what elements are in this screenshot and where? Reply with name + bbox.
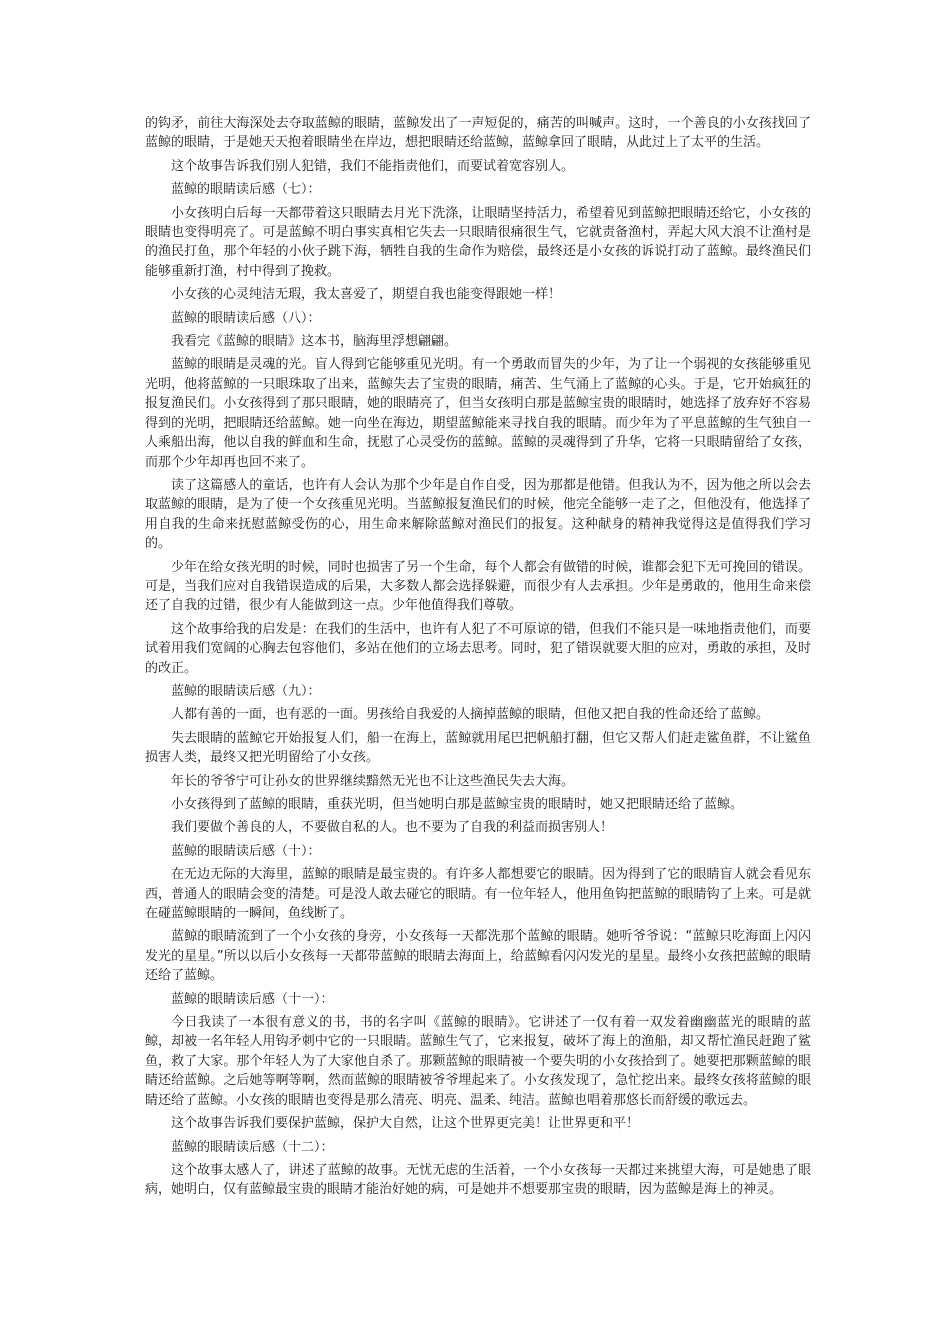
paragraph: 年长的爷爷宁可让孙女的世界继续黯然无光也不让这些渔民失去大海。 [171,773,575,789]
section-heading: 蓝鲸的眼睛读后感（十一）： [171,991,334,1007]
section-heading: 蓝鲸的眼睛读后感（十二）： [171,1139,334,1155]
paragraph: 小女孩的心灵纯洁无瑕，我太喜爱了，期望自我也能变得跟她一样！ [171,287,562,303]
paragraph: 读了这篇感人的童话，也许有人会认为那个少年是自作自受，因为那都是他错。但我认为不，因为他之所以会去取蓝鲸的眼睛，是为了使一个女孩重见光明。当蓝鲸报复渔民们的时候，他完全能够一走了之，但他没有，他选择了用自我的生命来抚慰蓝鲸受伤的心，用生命来解除蓝鲸对渔民们的报复。这种献身的精神我觉得这是值得我们学习的。 [145,477,811,552]
paragraph: 小女孩明白后每一天都带着这只眼睛去月光下洗涤，让眼睛坚持活力，希望着见到蓝鲸把眼睛还给它，小女孩的眼睛也变得明亮了。可是蓝鲸不明白事实真相它失去一只眼睛很痛很生气，它就责备渔村，弄起大风大浪不让渔村是的渔民打鱼，那个年轻的小伙子跳下海，牺牲自我的生命作为赔偿，最终还是小女孩的诉说打动了蓝鲸。最终渔民们能够重新打渔，村中得到了挽救。 [145,205,811,279]
paragraph: 人都有善的一面，也有恶的一面。男孩给自我爱的人摘掉蓝鲸的眼睛，但他又把自我的性命还给了蓝鲸。 [171,707,770,723]
section-heading: 蓝鲸的眼睛读后感（八）： [171,310,321,326]
paragraph: 我看完《蓝鲸的眼睛》这本书，脑海里浮想翩翩。 [171,334,458,350]
document-body [145,114,811,1204]
section-heading: 蓝鲸的眼睛读后感（七）： [171,182,321,198]
paragraph: 失去眼睛的蓝鲸它开始报复人们，船一在海上，蓝鲸就用尾巴把帆船打翻，但它又帮人们赶走鲨鱼群，不让鲨鱼损害人类，最终又把光明留给了小女孩。 [145,730,811,766]
paragraph: 蓝鲸的眼睛流到了一个小女孩的身旁，小女孩每一天都洗那个蓝鲸的眼睛。她听爷爷说：“蓝鲸只吃海面上闪闪发光的星星。”所以以后小女孩每一天都带蓝鲸的眼睛去海面上，给蓝鲸看闪闪发光的星星。最终小女孩把蓝鲸的眼睛还给了蓝鲸。 [145,929,811,984]
paragraph: 小女孩得到了蓝鲸的眼睛，重获光明，但当她明白那是蓝鲸宝贵的眼睛时，她又把眼睛还给了蓝鲸。 [171,797,744,812]
paragraph: 这个故事给我的启发是：在我们的生活中，也许有人犯了不可原谅的错，但我们不能只是一味地指责他们，而要试着用我们宽阔的心胸去包容他们，多站在他们的立场去思考。同时，犯了错误就要大胆的应对，勇敢的承担，及时的改正。 [145,621,811,676]
paragraph: 蓝鲸的眼睛是灵魂的光。盲人得到它能够重见光明。有一个勇敢而冒失的少年，为了让一个弱视的女孩能够重见光明，他将蓝鲸的一只眼珠取了出来，蓝鲸失去了宝贵的眼睛，痛苦、生气涌上了蓝鲸的心头。于是，它开始疯狂的报复渔民们。小女孩得到了那只眼睛，她的眼睛亮了，但当女孩明白那是蓝鲸宝贵的眼睛时，她选择了放弃好不容易得到的光明，把眼睛还给蓝鲸。她一向坐在海边，期望蓝鲸能来寻找自我的眼睛。而少年为了平息蓝鲸的生气独自一人乘船出海，他以自我的鲜血和生命，抚慰了心灵受伤的蓝鲸。蓝鲸的灵魂得到了升华，它将一只眼睛留给了女孩，而那个少年却再也回不来了。 [145,357,811,470]
paragraph: 的钩矛，前往大海深处去夺取蓝鲸的眼睛，蓝鲸发出了一声短促的，痛苦的叫喊声。这时，一个善良的小女孩找回了蓝鲸的眼睛，于是她天天抱着眼睛坐在岸边，想把眼睛还给蓝鲸，蓝鲸拿回了眼睛，从此过上了太平的生活。 [145,116,811,151]
paragraph: 这个故事告诉我们要保护蓝鲸，保护大自然，让这个世界更完美！让世界更和平！ [171,1116,640,1132]
paragraph: 这个故事告诉我们别人犯错，我们不能指责他们，而要试着宽容别人。 [171,158,575,174]
paragraph: 少年在给女孩光明的时候，同时也损害了另一个生命，每个人都会有做错的时候，谁都会犯下无可挽回的错误。可是，当我们应对自我错误造成的后果，大多数人都会选择躲避，而很少有人去承担。少年是勇敢的，他用生命来偿还了自我的过错，很少有人能做到这一点。少年他值得我们尊敬。 [145,559,811,614]
paragraph: 我们要做个善良的人，不要做自私的人。也不要为了自我的利益而损害别人！ [171,820,614,836]
paragraph: 这个故事太感人了，讲述了蓝鲸的故事。无忧无虑的生活着，一个小女孩每一天都过来挑望大海，可是她患了眼病，她明白，仅有蓝鲸最宝贵的眼睛才能治好她的病，可是她并不想要那宝贵的眼睛，因为蓝鲸是海上的神灵。 [145,1162,811,1198]
section-heading: 蓝鲸的眼睛读后感（九）： [171,683,321,699]
paragraph: 今日我读了一本很有意义的书，书的名字叫《蓝鲸的眼睛》。它讲述了一仅有着一双发着幽幽蓝光的眼睛的蓝鲸，却被一名年轻人用钩矛刺中它的一只眼睛。蓝鲸生气了，它来报复，破坏了海上的渔船，却又帮忙渔民赶跑了鲨鱼，救了大家。那个年轻人为了大家他自杀了。那颗蓝鲸的眼睛被一个要失明的小女孩拾到了。她要把那颗蓝鲸的眼睛还给蓝鲸。之后她等啊等啊，然而蓝鲸的眼睛被爷爷埋起来了。小女孩发现了，急忙挖出来。最终女孩将蓝鲸的眼睛还给了蓝鲸。小女孩的眼睛也变得是那么清亮、明亮、温柔、纯洁。蓝鲸也唱着那悠长而舒缓的歌远去。 [145,1015,811,1108]
section-heading: 蓝鲸的眼睛读后感（十）： [171,843,321,859]
paragraph: 在无边无际的大海里，蓝鲸的眼睛是最宝贵的。有许多人都想要它的眼睛。因为得到了它的眼睛盲人就会看见东西，普通人的眼睛会变的清楚。可是没人敢去碰它的眼睛。有一位年轻人，他用鱼钩把蓝鲸的眼睛钩了上来。可是就在碰蓝鲸眼睛的一瞬间，鱼线断了。 [145,867,811,922]
